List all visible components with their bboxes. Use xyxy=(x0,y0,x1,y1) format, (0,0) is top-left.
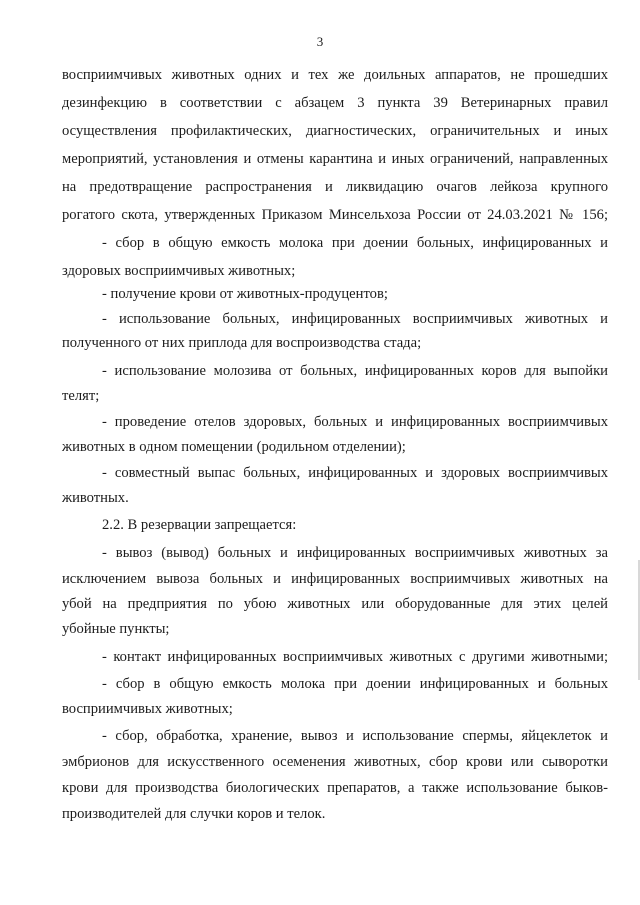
text-line: восприимчивых животных одних и тех же доильных аппаратов, не прошедших xyxy=(62,67,608,83)
text-line: - сбор в общую емкость молока при доении инфицированных и больных xyxy=(102,676,608,692)
text-line: - контакт инфицированных восприимчивых животных с другими животными; xyxy=(102,649,608,665)
text-line: здоровых восприимчивых животных; xyxy=(62,263,296,279)
text-line: рогатого скота, утвержденных Приказом Минсельхоза России от 24.03.2021 № 156; xyxy=(62,207,608,223)
text-line: на предотвращение распространения и ликвидацию очагов лейкоза крупного xyxy=(62,179,608,195)
text-line: производителей для случки коров и телок. xyxy=(62,806,326,822)
text-line: телят; xyxy=(62,388,100,404)
text-line: крови для производства биологических препаратов, а также использование быков- xyxy=(62,780,608,796)
text-line: - совместный выпас больных, инфицированных и здоровых восприимчивых xyxy=(102,465,608,481)
text-line: исключением вывоза больных и инфицированных восприимчивых животных на xyxy=(62,571,608,587)
text-line: - проведение отелов здоровых, больных и инфицированных восприимчивых xyxy=(102,414,608,430)
page-number: 3 xyxy=(316,34,324,49)
section-heading: 2.2. В резервации запрещается: xyxy=(102,517,297,533)
text-line: - использование больных, инфицированных восприимчивых животных и xyxy=(102,311,608,327)
text-line: животных в одном помещении (родильном отделении); xyxy=(62,439,406,455)
text-line: полученного от них приплода для воспроизводства стада; xyxy=(62,335,422,351)
text-line: - сбор, обработка, хранение, вывоз и использование спермы, яйцеклеток и xyxy=(102,728,608,744)
text-line: дезинфекцию в соответствии с абзацем 3 пункта 39 Ветеринарных правил xyxy=(62,95,608,111)
text-line: - сбор в общую емкость молока при доении больных, инфицированных и xyxy=(102,235,608,251)
text-line: убойные пункты; xyxy=(62,621,170,637)
text-line: убой на предприятия по убою животных или оборудованные для этих целей xyxy=(62,596,608,612)
text-line: животных. xyxy=(62,490,129,506)
text-line: - вывоз (вывод) больных и инфицированных восприимчивых животных за xyxy=(102,545,608,561)
text-line: восприимчивых животных; xyxy=(62,701,233,717)
text-line: - получение крови от животных-продуцентов; xyxy=(102,286,388,302)
text-line: эмбрионов для искусственного осеменения животных, сбор крови или сыворотки xyxy=(62,754,608,770)
text-line: осуществления профилактических, диагностических, ограничительных и иных xyxy=(62,123,608,139)
text-line: мероприятий, установления и отмены карантина и иных ограничений, направленных xyxy=(62,151,608,167)
text-line: - использование молозива от больных, инфицированных коров для выпойки xyxy=(102,363,608,379)
